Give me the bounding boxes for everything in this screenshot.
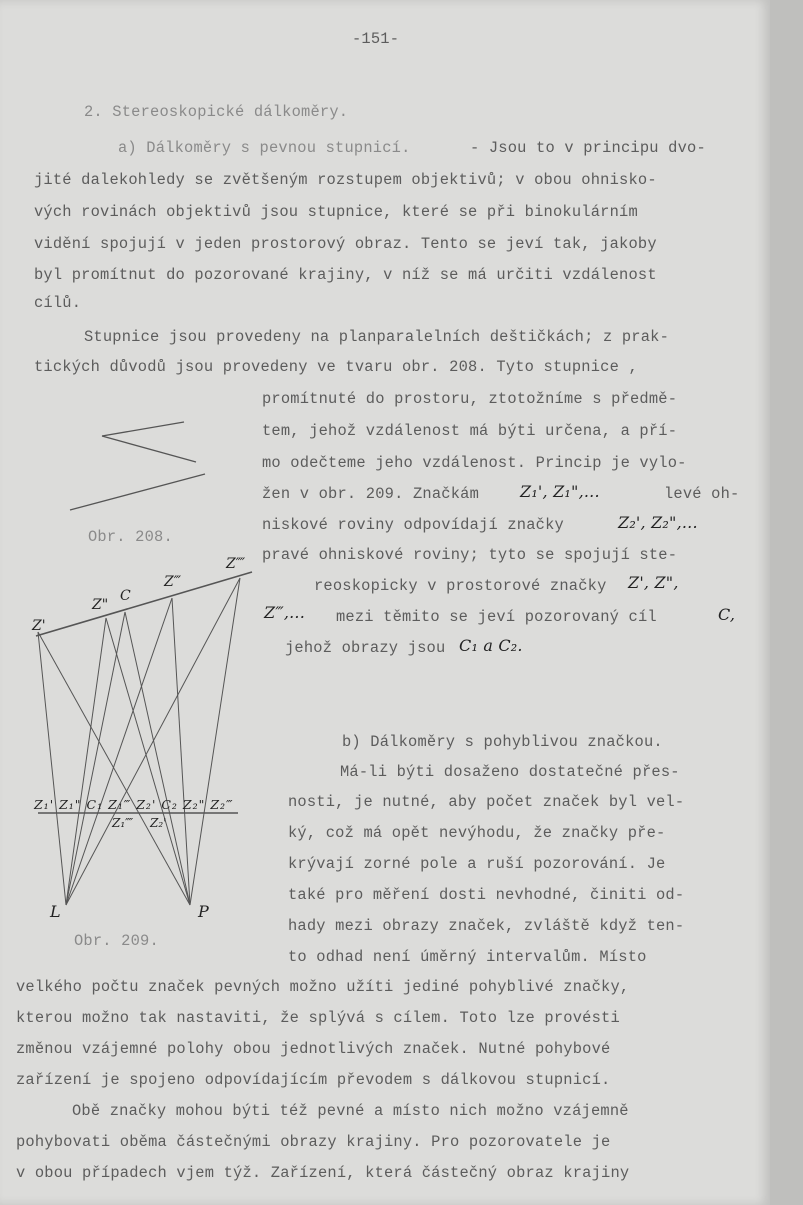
text-line: mezi těmito se jeví pozorovaný cíl [336,608,657,626]
text-line: byl promítnut do pozorované krajiny, v níž se má určiti vzdálenost [34,266,657,284]
label-p: P [198,902,209,921]
label-l: L [50,902,61,921]
section-b-title: b) Dálkoměry s pohyblivou značkou. [342,733,663,751]
text-line: krývají zorné pole a ruší pozorování. Je [288,855,666,873]
label-z3: Z‴ [164,574,182,590]
label-focal-row: Z₁' Z₁" C₁ Z₁‴ Z₂' C₂ Z₂" Z₂‴ [34,797,234,812]
handwritten-symbols: Z', Z", [628,573,679,592]
label-z4: Z⁗ [226,556,246,572]
text-line: niskové roviny odpovídají značky [262,516,564,534]
text-line: mo odečteme jeho vzdálenost. Princip je vylo- [262,454,687,472]
text-line: pohybovati oběma částečnými obrazy krajiny. Pro pozorovatele je [16,1133,611,1151]
text-line: Má-li býti dosaženo dostatečné přes- [340,763,680,781]
text-line: jité dalekohledy se zvětšeným rozstupem objektivů; v obou ohnisko- [34,171,657,189]
text-line: v obou případech vjem týž. Zařízení, která částečný obraz krajiny [16,1164,630,1182]
text-line: levé oh- [664,485,740,503]
text-line: Obě značky mohou býti též pevné a místo nich možno vzájemně [72,1102,629,1120]
section-a-title: a) Dálkoměry s pevnou stupnicí. [118,139,411,157]
handwritten-symbols: Z‴,... [264,603,305,622]
label-focal-row-b1: Z₁⁗ [112,816,134,830]
label-z1: Z' [32,618,46,634]
text-line: kterou možno tak nastaviti, že splývá s cílem. Toto lze provésti [16,1009,620,1027]
text-line: hady mezi obrazy značek, zvláště když ten- [288,917,685,935]
figure-208-caption: Obr. 208. [88,528,173,546]
text-line: - Jsou to v principu dvo- [470,139,706,157]
text-line: vidění spojují v jeden prostorový obraz. Tento se jeví tak, jakoby [34,235,657,253]
text-line: cílů. [34,294,82,312]
text-line: žen v obr. 209. Značkám [262,485,480,503]
page-number: -151- [352,30,400,48]
handwritten-symbols: C₁ a C₂. [459,636,523,655]
text-line: promítnuté do prostoru, ztotožníme s předmě- [262,390,678,408]
text-line: také pro měření dosti nevhodné, činiti od- [288,886,685,904]
handwritten-symbols: Z₁', Z₁",... [520,482,600,501]
section-heading: 2. Stereoskopické dálkoměry. [84,103,349,121]
text-line: Stupnice jsou provedeny na planparalelních deštičkách; z prak- [84,328,670,346]
text-line: reoskopicky v prostorové značky [314,577,607,595]
figure-209-caption: Obr. 209. [74,932,159,950]
handwritten-symbols: C, [718,605,736,624]
label-c: C [120,588,131,604]
text-line: zařízení je spojeno odpovídajícím převodem s dálkovou stupnicí. [16,1071,611,1089]
page-edge [770,0,803,1205]
label-focal-row-b2: Z₂' [150,816,167,830]
text-line: vých rovinách objektivů jsou stupnice, které se při binokulárním [34,203,638,221]
text-line: nosti, je nutné, aby počet značek byl vel- [288,793,685,811]
text-line: to odhad není úměrný intervalům. Místo [288,948,647,966]
figure-209-diagram [0,560,270,940]
text-line: tem, jehož vzdálenost má býti určena, a pří- [262,422,678,440]
label-z2: Z" [92,597,109,613]
text-line: ký, což má opět nevýhodu, že značky pře- [288,824,666,842]
handwritten-symbols: Z₂', Z₂",... [618,513,698,532]
text-line: jehož obrazy jsou [285,639,446,657]
text-line: velkého počtu značek pevných možno užíti jediné pohyblivé značky, [16,978,630,996]
text-line: změnou vzájemné polohy obou jednotlivých značek. Nutné pohybové [16,1040,611,1058]
text-line: tických důvodů jsou provedeny ve tvaru obr. 208. Tyto stupnice , [34,358,638,376]
text-line: pravé ohniskové roviny; tyto se spojují ste- [262,546,678,564]
